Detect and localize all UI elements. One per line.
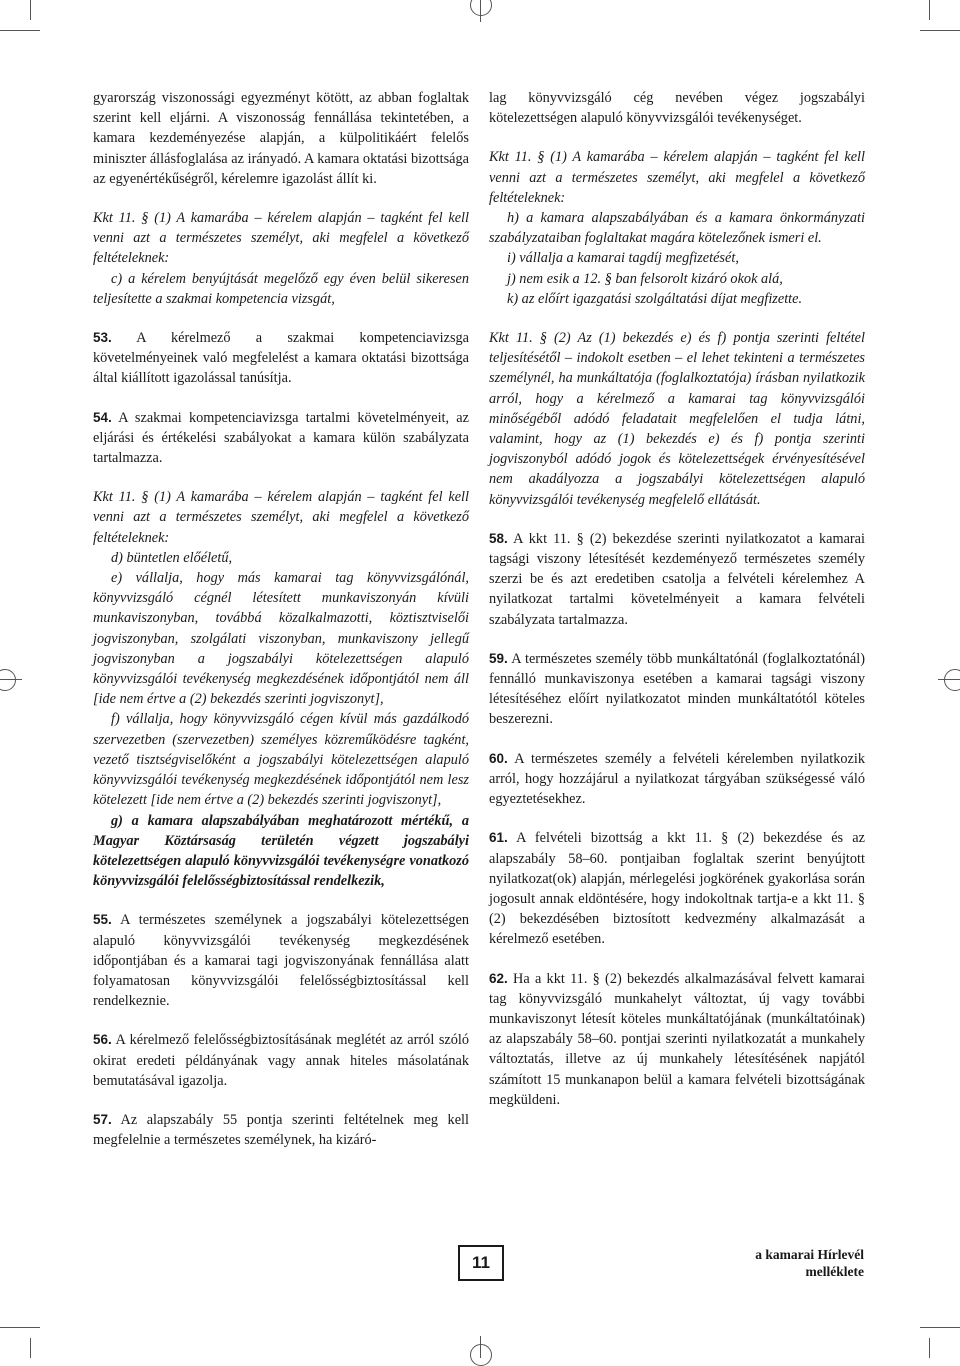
page-number: 11 bbox=[458, 1245, 504, 1281]
section-text: A felvételi bizottság a kkt 11. § (2) bekezdése és az alapszabály 58–60. pontjaiban foglaltak szerint benyújtott nyilatkozat(ok) alapján, mérlegelési jogkörének gyakorlása során jogosult annak eldöntésére, hogy indokoltnak tartja-e a kkt 11. § (2) bekezdésében biztosított kedvezmény alkalmazását a kérelmező esetében. bbox=[489, 830, 865, 948]
law-quote-intro: Kkt 11. § (1) A kamarába – kérelem alapján – tagként fel kell venni azt a természetes személyt, aki megfelel a következő feltételeknek: bbox=[93, 489, 469, 546]
section-number: 55. bbox=[93, 912, 112, 928]
law-quote-item-f: f) vállalja, hogy könyvvizsgáló cégen kívül más gazdálkodó szervezetben (szervezetben) személyes közreműködésre tagként, vezető tisztségviselőként a jogszabályi kötelezettségen alapuló könyvvizsgálói tevékenység megkezdésének időpontjától nem lesz kötelezett [ide nem értve a (2) bekezdés szerinti jogviszonyt], bbox=[93, 711, 469, 809]
crop-mark bbox=[30, 0, 31, 20]
law-quote-item-c: c) a kérelem benyújtását megelőző egy éven belül sikeresen teljesítette a szakmai kompetencia vizsgát, bbox=[93, 270, 469, 307]
footer-line-1: a kamarai Hírlevél bbox=[755, 1247, 864, 1262]
section-number: 53. bbox=[93, 330, 112, 346]
section-text: Ha a kkt 11. § (2) bekezdés alkalmazásával felvett kamarai tag könyvvizsgáló munkahelyt változtat, új vagy további munkaviszonyt létesít köteles munkáltatójának (munkáltatóinak) az alapszabály 58–60. pontjai szerinti nyilatkozatát a munkahely változtatás, illetve az új munkahely létesítésének napjától számított 15 munkanapon belül a kamara felvételi bizottságának megküldeni. bbox=[489, 970, 865, 1108]
section-number: 62. bbox=[489, 970, 508, 986]
crop-mark bbox=[920, 30, 960, 31]
law-quote-intro: Kkt 11. § (1) A kamarába – kérelem alapján – tagként fel kell venni azt a természetes személyt, aki megfelel a következő feltételeknek: bbox=[489, 149, 865, 206]
law-quote-item-g: g) a kamara alapszabályában meghatározott mértékű, a Magyar Köztársaság területén végzett jogszabályi kötelezettségen alapuló könyvvizsgálói tevékenységre vonatkozó könyvvizsgálói felelősségbiztosítással rendelkezik, bbox=[93, 812, 469, 890]
crop-mark bbox=[929, 0, 930, 20]
section-text: A természetes személynek a jogszabályi kötelezettségen alapuló könyvvizsgálói tevékenység megkezdésének időpontjában és a kamarai tagi jogviszonyának fennállása alatt folyamatosan könyvvizsgálói felelősségbiztosítással kell rendelkeznie. bbox=[93, 912, 469, 1010]
section-number: 54. bbox=[93, 409, 112, 425]
crop-mark bbox=[938, 679, 960, 680]
law-quote-item-j: j) nem esik a 12. § ban felsorolt kizáró okok alá, bbox=[507, 270, 783, 287]
paragraph-continued: gyarország viszonossági egyezményt kötött, az abban foglaltak szerint kell eljárni. A viszonosság fennállása tekintetében, a kamara kezdeményezése alapján, a külpolitikáért felelős miniszter állásfoglalása az irányadó. A kamara oktatási bizottsága az egyenértékűségről, kérelemre igazolást állít ki. bbox=[93, 90, 469, 187]
section-60 bbox=[489, 749, 865, 810]
section-number: 59. bbox=[489, 650, 508, 666]
section-text: A szakmai kompetenciavizsga tartalmi követelményeit, az eljárási és értékelési szabályokat a kamara külön szabályzata tartalmazza. bbox=[93, 409, 469, 467]
section-number: 61. bbox=[489, 830, 508, 846]
section-59 bbox=[489, 649, 865, 730]
section-61 bbox=[489, 828, 865, 949]
law-quote-item-i: i) vállalja a kamarai tagdíj megfizetését, bbox=[507, 250, 739, 267]
law-quote-intro: Kkt 11. § (1) A kamarába – kérelem alapján – tagként fel kell venni azt a természetes személyt, aki megfelel a következő feltételeknek: bbox=[93, 210, 469, 267]
law-quote-item-h: h) a kamara alapszabályában és a kamara önkormányzati szabályzataiban foglaltakat magára kötelezőnek ismeri el. bbox=[489, 210, 865, 247]
section-number: 58. bbox=[489, 530, 508, 546]
section-57 bbox=[93, 1110, 469, 1150]
section-text: A természetes személy több munkáltatónál (foglalkoztatónál) fennálló munkaviszonya esetében a kamarai tagsági viszony létesítéséhez előírt nyilatkozatot minden munkáltatótól köteles beszerezni. bbox=[489, 650, 865, 728]
section-text: A kérelmező felelősségbiztosításának meglétét az arról szóló okirat eredeti példányának vagy annak hiteles másolatának bemutatásával igazolja. bbox=[93, 1032, 469, 1089]
paragraph-continued: lag könyvvizsgáló cég nevében végez jogszabályi kötelezettségen alapuló könyvvizsgálói tevékenységet. bbox=[489, 90, 865, 127]
footer-line-2: melléklete bbox=[805, 1264, 864, 1279]
crop-mark bbox=[0, 30, 40, 31]
law-quote-item-k: k) az előírt igazgatási szolgáltatási díjat megfizette. bbox=[507, 290, 803, 307]
section-54 bbox=[93, 408, 469, 469]
section-text: A kérelmező a szakmai kompetenciavizsga követelményeinek való megfelelést a kamara oktatási bizottsága által kiállított igazolással tanúsítja. bbox=[93, 330, 469, 387]
section-number: 56. bbox=[93, 1032, 112, 1048]
registration-mark-icon bbox=[470, 1344, 492, 1366]
registration-mark-icon bbox=[0, 669, 16, 691]
law-quote-item-d: d) büntetlen előéletű, bbox=[111, 549, 233, 566]
crop-mark bbox=[920, 1327, 960, 1328]
registration-mark-icon bbox=[470, 0, 492, 16]
section-55 bbox=[93, 910, 469, 1011]
crop-mark bbox=[0, 1327, 40, 1328]
crop-mark bbox=[480, 1336, 481, 1358]
section-text: A természetes személy a felvételi kérelemben nyilatkozik arról, hogy hozzájárul a nyilatkozat tárgyában szükségessé váló egyeztetésekhez. bbox=[489, 750, 865, 808]
crop-mark bbox=[30, 1338, 31, 1358]
registration-mark-icon bbox=[944, 669, 960, 691]
section-56 bbox=[93, 1030, 469, 1091]
section-number: 57. bbox=[93, 1111, 112, 1127]
section-text: A kkt 11. § (2) bekezdése szerinti nyilatkozatot a kamarai tagsági viszony létesítését kezdeményező természetes személy szerzi be és azt eredetiben csatolja a felvételi kérelemhez A nyilatkozat tartalmi követelményeit a kamara felvételi szabályzata tartalmazza. bbox=[489, 530, 865, 628]
crop-mark bbox=[480, 0, 481, 22]
section-62 bbox=[489, 969, 865, 1110]
section-number: 60. bbox=[489, 750, 508, 766]
footer-publication bbox=[755, 1246, 864, 1280]
left-column bbox=[93, 88, 469, 1150]
section-58 bbox=[489, 529, 865, 630]
section-text: Az alapszabály 55 pontja szerinti feltételnek meg kell megfelelnie a természetes személynek, ha kizáró- bbox=[93, 1111, 469, 1149]
law-quote-item-e: e) vállalja, hogy más kamarai tag könyvvizsgálónál, könyvvizsgáló cégnél létesített munkaviszonyán kívüli munkaviszonyban, továbbá közalkalmazotti, köztisztviselői jogviszonyban, szolgálati viszonyban, munkaviszony jellegű jogviszonyban a jogszabályi kötelezettségen alapuló könyvvizsgálói tevékenység megkezdésének időpontjától nem áll [ide nem értve a (2) bekezdés szerinti jogviszonyt], bbox=[93, 570, 469, 708]
crop-mark bbox=[929, 1338, 930, 1358]
right-column bbox=[489, 88, 865, 1110]
crop-mark bbox=[0, 679, 22, 680]
law-quote-paragraph: Kkt 11. § (2) Az (1) bekezdés e) és f) pontja szerinti feltétel teljesítésétől – indokolt esetben – el lehet tekinteni a természetes személynél, ha munkáltatója (foglalkoztatója) írásban nyilatkozik arról, hogy a kérelmező a kamarai tag könyvvizsgálói minőségéből adódó feladatait megfelelően el tudja látni, valamint, hogy az (1) bekezdés e) és f) pontja szerinti jogviszonyból adódó jogok és kötelezettségek érvényesítésével nem akadályozza a jogszabályi kötelezettségen alapuló könyvvizsgálói tevékenység megfelelő ellátását. bbox=[489, 330, 865, 508]
section-53 bbox=[93, 328, 469, 389]
